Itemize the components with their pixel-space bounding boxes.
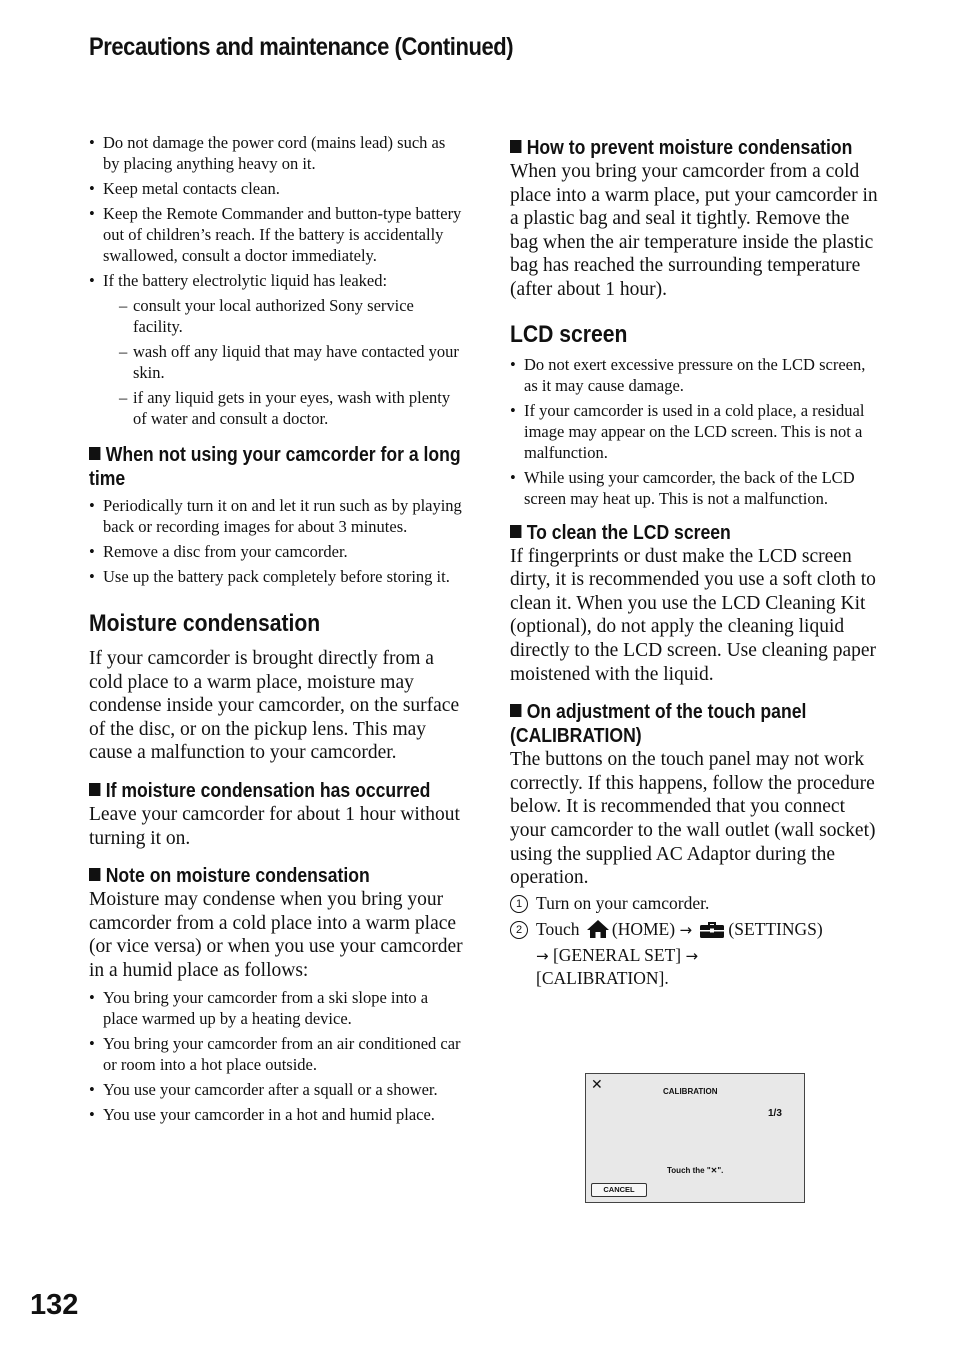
step-calibration: [CALIBRATION]. <box>536 967 669 988</box>
list-item: • You bring your camcorder from an air conditioned car or room into a hot place outside. <box>89 1033 464 1075</box>
list-item: • If your camcorder is used in a cold place, a residual image may appear on the LCD screen. This is not a malfunction. <box>510 400 880 463</box>
heading-text: How to prevent moisture condensation <box>526 137 853 159</box>
list-item: • Periodically turn it on and let it run such as by playing back or recording images for about 3 minutes. <box>89 495 464 537</box>
moisture-heading: Moisture condensation <box>89 610 321 637</box>
moisture-body: If your camcorder is brought directly from a cold place to a warm place, moisture may condense inside your camcorder, on the surface of the disc, or on the pickup lens. This may cause a malfunction to your camcorder. <box>89 648 460 764</box>
lcd-heading: LCD screen <box>510 320 628 348</box>
calibration-screen-illustration <box>585 1073 805 1203</box>
lcd-list <box>510 354 880 509</box>
square-icon <box>89 783 100 796</box>
note-body: Moisture may condense when you bring your camcorder from a cold place into a warm place (or vice versa) or when you use your camcorder in a humid place as follows: <box>89 889 463 981</box>
not-using-list <box>89 495 464 587</box>
arrow-icon: → <box>685 946 699 965</box>
occurred-heading <box>89 779 465 803</box>
list-item: • Remove a disc from your camcorder. <box>89 541 464 562</box>
heading-text: When not using your camcorder for a long time <box>89 444 461 490</box>
top-bullet-list <box>89 132 464 429</box>
heading-text: On adjustment of the touch panel (CALIBRATION) <box>510 701 807 748</box>
list-item: • Use up the battery pack completely before storing it. <box>89 566 464 587</box>
toolbox-icon <box>698 919 726 944</box>
note-heading <box>89 864 465 888</box>
calibration-body: The buttons on the touch panel may not work correctly. If this happens, follow the procedure below. It is recommended that you connect your camcorder to the wall outlet (wall socket) using the supplied AC Adaptor during the operation. <box>510 749 876 889</box>
step-item <box>510 918 880 989</box>
step-touch: Touch <box>536 918 580 939</box>
list-item: • You use your camcorder in a hot and humid place. <box>89 1104 464 1125</box>
step-settings: (SETTINGS) <box>728 918 823 939</box>
prevent-heading <box>510 136 881 160</box>
note-list <box>89 987 464 1125</box>
cancel-button: CANCEL <box>591 1183 647 1197</box>
list-item: • While using your camcorder, the back of the LCD screen may heat up. This is not a malfunction. <box>510 467 880 509</box>
list-item: • Do not damage the power cord (mains lead) such as by placing anything heavy on it. <box>89 132 464 174</box>
list-item: • Keep the Remote Commander and button-type battery out of children’s reach. If the battery is accidentally swallowed, consult a doctor immediately. <box>89 203 464 266</box>
square-icon <box>510 140 521 153</box>
step-item <box>510 892 880 914</box>
step-text: Turn on your camcorder. <box>536 892 710 913</box>
dash-item: – consult your local authorized Sony service facility. <box>119 295 464 337</box>
home-icon <box>586 919 610 944</box>
page-number: 132 <box>30 1289 79 1321</box>
arrow-icon: → <box>536 946 549 965</box>
list-item <box>89 270 464 429</box>
list-item: • You bring your camcorder from a ski slope into a place warmed up by a heating device. <box>89 987 464 1029</box>
leak-dash-list <box>103 295 464 429</box>
dash-item: – if any liquid gets in your eyes, wash with plenty of water and consult a doctor. <box>119 387 464 429</box>
list-item: • Keep metal contacts clean. <box>89 178 464 199</box>
list-item-text: If the battery electrolytic liquid has leaked: <box>103 271 388 290</box>
calibration-heading <box>510 700 881 748</box>
list-item: • You use your camcorder after a squall or a shower. <box>89 1079 464 1100</box>
heading-text: If moisture condensation has occurred <box>105 779 431 802</box>
list-item: • Do not exert excessive pressure on the LCD screen, as it may cause damage. <box>510 354 880 396</box>
screen-page-indicator: 1/3 <box>768 1108 782 1119</box>
screen-instruction: Touch the "✕". <box>667 1166 724 1175</box>
not-using-heading <box>89 443 465 491</box>
page-title: Precautions and maintenance (Continued) <box>89 33 514 61</box>
step-number: 2 <box>510 921 528 939</box>
clean-heading <box>510 521 881 545</box>
prevent-body: When you bring your camcorder from a cold place into a warm place, put your camcorder in a plastic bag and seal it tightly. Remove the bag when the air temperature inside the plastic bag has reached the surrounding temperature (after about 1 hour). <box>510 161 878 300</box>
occurred-body: Leave your camcorder for about 1 hour without turning it on. <box>89 803 460 849</box>
calibration-steps <box>510 892 880 989</box>
square-icon <box>510 525 521 538</box>
step-general: [GENERAL SET] <box>552 944 682 965</box>
step-number: 1 <box>510 895 528 913</box>
left-column <box>89 132 464 1129</box>
clean-body: If fingerprints or dust make the LCD screen dirty, it is recommended you use a soft cloth to clean it. When you use the LCD Cleaning Kit (optional), do not apply the cleaning liquid directly to the LCD screen. Use cleaning paper moistened with the liquid. <box>510 545 877 685</box>
square-icon <box>510 704 521 717</box>
square-icon <box>89 868 100 881</box>
heading-text: To clean the LCD screen <box>526 521 731 544</box>
heading-text: Note on moisture condensation <box>105 865 370 888</box>
close-icon: ✕ <box>591 1076 603 1092</box>
right-column <box>510 132 880 993</box>
step-home: (HOME) <box>611 918 676 939</box>
square-icon <box>89 447 100 460</box>
dash-item: – wash off any liquid that may have contacted your skin. <box>119 341 464 383</box>
screen-title: CALIBRATION <box>663 1087 718 1096</box>
arrow-icon: → <box>679 920 693 939</box>
